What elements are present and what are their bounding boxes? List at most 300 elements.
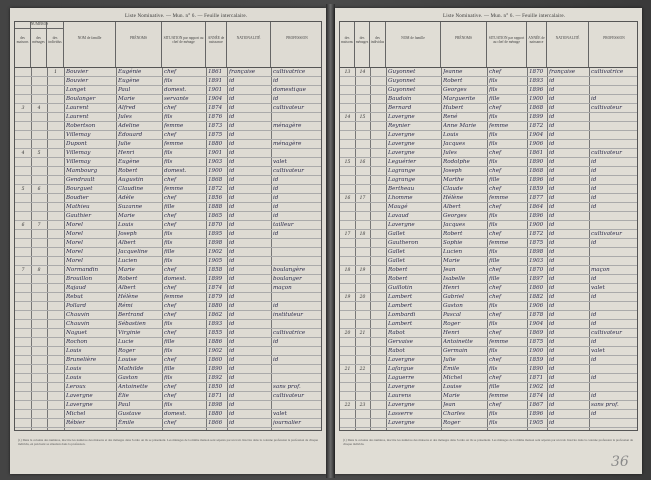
column-header-profession: PROFESSION xyxy=(603,36,625,40)
birth-year-cell: 1874 xyxy=(208,285,223,291)
household-number-cell xyxy=(355,212,370,221)
household-number-cell xyxy=(355,131,370,140)
birth-year-cell: 1880 xyxy=(208,141,223,147)
surname-cell: Longet xyxy=(66,87,86,93)
household-role-cell: femme xyxy=(489,123,509,129)
nationality-cell: id xyxy=(229,105,235,111)
birth-year-cell: 1875 xyxy=(529,339,544,345)
nationality-cell: id xyxy=(229,420,235,426)
surname-cell: Gauthier xyxy=(66,213,92,219)
table-row xyxy=(15,77,321,86)
first-name-cell: Louise xyxy=(443,384,462,390)
household-number-cell: 18 xyxy=(359,232,366,237)
house-number-cell xyxy=(340,284,355,293)
surname-cell: Mambourg xyxy=(66,168,98,174)
house-number-cell xyxy=(15,176,31,185)
individual-number-cell xyxy=(370,95,386,104)
individual-number-cell xyxy=(47,284,64,293)
household-role-cell: femme xyxy=(164,123,184,129)
surname-cell: Maugé xyxy=(388,204,408,210)
household-role-cell: chef xyxy=(164,105,177,111)
column-header-nationalite: NATIONALITÉ xyxy=(547,22,589,67)
household-role-cell: chef xyxy=(489,375,502,381)
house-number-cell xyxy=(340,347,355,356)
table-row xyxy=(15,122,321,131)
column-header-individus: des individus xyxy=(370,22,386,67)
first-name-cell: Marguerite xyxy=(443,96,476,102)
table-row xyxy=(340,329,637,338)
profession-cell: id xyxy=(273,357,279,363)
profession-cell: id xyxy=(273,213,279,219)
table-row xyxy=(15,140,321,149)
nationality-cell: id xyxy=(229,240,235,246)
column-header-individus: des individus xyxy=(47,22,64,67)
household-number-cell: 15 xyxy=(359,115,366,120)
table-row xyxy=(340,194,637,203)
nationality-cell: id xyxy=(549,195,555,201)
house-number-cell xyxy=(15,401,31,410)
first-name-cell: Élie xyxy=(118,393,129,399)
nationality-cell: id xyxy=(229,168,235,174)
nationality-cell: id xyxy=(549,168,555,174)
household-number-cell xyxy=(355,383,370,392)
profession-cell: id xyxy=(591,168,597,174)
first-name-cell: Émile xyxy=(118,420,135,426)
household-number-cell: 14 xyxy=(359,70,366,75)
table-row xyxy=(340,356,637,365)
nationality-cell: id xyxy=(229,375,235,381)
surname-cell: Brouillon xyxy=(66,276,93,282)
birth-year-cell: 1890 xyxy=(208,366,223,372)
surname-cell: Lambert xyxy=(388,303,413,309)
household-role-cell: fils xyxy=(164,114,173,120)
individual-number-cell xyxy=(47,383,64,392)
first-name-cell: Pascal xyxy=(443,312,461,318)
individual-number-cell xyxy=(370,140,386,149)
house-number-cell xyxy=(340,77,355,86)
table-row xyxy=(15,104,321,113)
house-number-cell xyxy=(15,212,31,221)
household-role-cell: fille xyxy=(489,96,500,102)
birth-year-cell: 1906 xyxy=(529,141,544,147)
first-name-cell: Virginie xyxy=(118,330,141,336)
nationality-cell: id xyxy=(229,258,235,264)
birth-year-cell: 1880 xyxy=(208,411,223,417)
individual-number-cell xyxy=(47,113,64,122)
surname-cell: Lambert xyxy=(388,321,413,327)
column-header-maisons: des maisons xyxy=(340,22,355,67)
house-number-cell xyxy=(340,302,355,311)
house-number-cell xyxy=(340,320,355,329)
profession-cell xyxy=(273,239,322,248)
household-role-cell: chef xyxy=(164,384,177,390)
house-number-cell: 15 xyxy=(344,160,351,165)
profession-cell: cultivateur xyxy=(591,105,622,111)
household-number-cell xyxy=(31,419,47,428)
house-number-cell xyxy=(15,293,31,302)
house-number-cell xyxy=(340,275,355,284)
table-row xyxy=(15,329,321,338)
surname-cell: Guyonnet xyxy=(388,78,416,84)
table-row xyxy=(15,185,321,194)
first-name-cell: Georges xyxy=(443,213,467,219)
first-name-cell: Eugénie xyxy=(118,69,142,75)
birth-year-cell: 1872 xyxy=(208,186,223,192)
household-number-cell xyxy=(355,392,370,401)
column-header-situation: SITUATION par rapport au chef de ménage xyxy=(487,22,527,67)
first-name-cell: Robert xyxy=(118,276,138,282)
table-row xyxy=(340,284,637,293)
first-name-cell: Augustin xyxy=(118,177,144,183)
first-name-cell: Julie xyxy=(443,357,456,363)
household-role-cell: fille xyxy=(164,204,175,210)
table-row xyxy=(340,158,637,167)
surname-cell: Lagrange xyxy=(388,177,416,183)
first-name-cell: Roger xyxy=(118,348,136,354)
profession-cell xyxy=(591,248,638,257)
profession-cell xyxy=(273,347,322,356)
surname-cell: Rébier xyxy=(66,420,85,426)
household-role-cell: chef xyxy=(489,69,502,75)
table-row xyxy=(15,419,321,428)
household-role-cell: chef xyxy=(164,303,177,309)
nationality-cell: id xyxy=(229,348,235,354)
household-role-cell: domest. xyxy=(164,411,187,417)
house-number-cell xyxy=(15,158,31,167)
first-name-cell: Louis xyxy=(118,222,134,228)
household-role-cell: chef xyxy=(489,267,502,273)
household-role-cell: fils xyxy=(164,258,173,264)
household-role-cell: fils xyxy=(489,132,498,138)
first-name-cell: Gaston xyxy=(118,375,138,381)
house-number-cell xyxy=(340,257,355,266)
household-number-cell xyxy=(31,374,47,383)
first-name-cell: Hélène xyxy=(443,195,464,201)
nationality-cell: id xyxy=(229,87,235,93)
household-number-cell xyxy=(31,68,47,77)
birth-year-cell: 1900 xyxy=(529,96,544,102)
individual-number-cell xyxy=(47,221,64,230)
table-row xyxy=(340,302,637,311)
first-name-cell: Robert xyxy=(443,231,463,237)
table-row xyxy=(340,212,637,221)
surname-cell: Lombardi xyxy=(388,312,416,318)
first-name-cell: Louise xyxy=(118,357,137,363)
first-name-cell: Henri xyxy=(118,150,135,156)
individual-number-cell xyxy=(370,365,386,374)
household-role-cell: fils xyxy=(489,87,498,93)
household-role-cell: fils xyxy=(164,240,173,246)
surname-cell: Guillotin xyxy=(388,285,413,291)
individual-number-cell xyxy=(370,275,386,284)
table-row xyxy=(340,365,637,374)
individual-number-cell xyxy=(370,374,386,383)
household-role-cell: fils xyxy=(489,159,498,165)
birth-year-cell: 1902 xyxy=(208,249,223,255)
birth-year-cell: 1904 xyxy=(529,321,544,327)
nationality-cell: id xyxy=(549,249,555,255)
household-number-cell xyxy=(31,320,47,329)
first-name-cell: Suzanne xyxy=(118,204,143,210)
individual-number-cell xyxy=(370,347,386,356)
table-row xyxy=(340,230,637,239)
household-number-cell xyxy=(355,302,370,311)
first-name-cell: Sophie xyxy=(443,240,463,246)
surname-cell: Gervaise xyxy=(388,339,413,345)
birth-year-cell: 1892 xyxy=(208,375,223,381)
birth-year-cell: 1905 xyxy=(529,420,544,426)
birth-year-cell: 1873 xyxy=(208,123,223,129)
first-name-cell: Alfred xyxy=(118,105,136,111)
surname-cell: Normandin xyxy=(66,267,99,273)
household-number-cell xyxy=(355,122,370,131)
household-role-cell: chef xyxy=(489,168,502,174)
profession-cell: ménagère xyxy=(273,141,302,147)
surname-cell: Lavergne xyxy=(388,141,415,147)
household-role-cell: fils xyxy=(489,249,498,255)
first-name-cell: Marie xyxy=(118,267,135,273)
individual-number-cell xyxy=(370,176,386,185)
household-number-cell xyxy=(31,194,47,203)
house-number-cell xyxy=(15,284,31,293)
table-row xyxy=(15,239,321,248)
first-name-cell: Adèle xyxy=(118,195,135,201)
house-number-cell xyxy=(340,185,355,194)
household-number-cell xyxy=(31,410,47,419)
household-role-cell: chef xyxy=(164,420,177,426)
first-name-cell: Hubert xyxy=(443,105,464,111)
individual-number-cell xyxy=(370,320,386,329)
first-name-cell: Adeline xyxy=(118,123,140,129)
profession-cell xyxy=(273,374,322,383)
individual-number-cell xyxy=(47,365,64,374)
profession-cell: id xyxy=(591,159,597,165)
individual-number-cell xyxy=(370,122,386,131)
household-role-cell: fille xyxy=(164,366,175,372)
birth-year-cell: 1864 xyxy=(529,204,544,210)
birth-year-cell: 1866 xyxy=(208,420,223,426)
house-number-cell xyxy=(340,410,355,419)
surname-cell: Bernard xyxy=(388,105,412,111)
household-number-cell xyxy=(31,401,47,410)
profession-cell: valet xyxy=(591,285,605,291)
individual-number-cell xyxy=(370,401,386,410)
nationality-cell: id xyxy=(549,150,555,156)
household-role-cell: fils xyxy=(489,222,498,228)
individual-number-cell xyxy=(47,167,64,176)
first-name-cell: Joseph xyxy=(118,231,137,237)
household-number-cell xyxy=(355,239,370,248)
house-number-cell xyxy=(15,131,31,140)
book-spine xyxy=(326,4,335,478)
table-row xyxy=(340,347,637,356)
birth-year-cell: 1874 xyxy=(208,105,223,111)
surname-cell: Gautheron xyxy=(388,240,419,246)
profession-cell xyxy=(273,365,322,374)
profession-cell: id xyxy=(591,195,597,201)
first-name-cell: Joseph xyxy=(443,168,462,174)
table-row xyxy=(15,293,321,302)
nationality-cell: id xyxy=(229,321,235,327)
individual-number-cell xyxy=(47,248,64,257)
table-row xyxy=(340,293,637,302)
household-number-cell xyxy=(31,95,47,104)
table-row xyxy=(340,167,637,176)
household-number-cell xyxy=(355,176,370,185)
birth-year-cell: 1878 xyxy=(529,312,544,318)
nationality-cell: id xyxy=(229,330,235,336)
household-number-cell xyxy=(31,176,47,185)
table-row xyxy=(15,257,321,266)
birth-year-cell: 1893 xyxy=(208,321,223,327)
table-row xyxy=(340,383,637,392)
profession-cell: sans prof. xyxy=(591,402,619,408)
surname-cell: Michel xyxy=(66,411,86,417)
profession-cell: id xyxy=(591,375,597,381)
table-row xyxy=(340,248,637,257)
birth-year-cell: 1903 xyxy=(208,159,223,165)
birth-year-cell: 1880 xyxy=(208,303,223,309)
individual-number-cell xyxy=(47,95,64,104)
household-role-cell: fils xyxy=(164,231,173,237)
individual-number-cell xyxy=(47,158,64,167)
surname-cell: Lasserre xyxy=(388,411,413,417)
household-role-cell: chef xyxy=(489,357,502,363)
surname-cell: Laguerre xyxy=(388,375,415,381)
surname-cell: Leroux xyxy=(66,384,86,390)
nationality-cell: id xyxy=(229,222,235,228)
profession-cell xyxy=(591,365,638,374)
surname-cell: Mathieu xyxy=(66,204,90,210)
table-row xyxy=(15,347,321,356)
table-row xyxy=(15,194,321,203)
household-number-cell xyxy=(31,365,47,374)
household-number-cell: 22 xyxy=(359,367,366,372)
table-row xyxy=(15,338,321,347)
nationality-cell: id xyxy=(549,87,555,93)
first-name-cell: Paul xyxy=(118,87,131,93)
column-header-situation: SITUATION par rapport au chef de ménage xyxy=(162,22,206,67)
individual-number-cell xyxy=(47,185,64,194)
first-name-cell: René xyxy=(443,114,458,120)
individual-number-cell xyxy=(47,419,64,428)
nationality-cell: id xyxy=(549,123,555,129)
surname-cell: Guyonnet xyxy=(388,69,416,75)
surname-cell: Bourguet xyxy=(66,186,93,192)
surname-cell: Dupont xyxy=(66,141,87,147)
household-number-cell: 17 xyxy=(359,196,366,201)
house-number-cell: 16 xyxy=(344,196,351,201)
individual-number-cell xyxy=(370,392,386,401)
individual-number-cell xyxy=(47,374,64,383)
individual-number-cell xyxy=(47,194,64,203)
profession-cell: cultivateur xyxy=(591,150,622,156)
birth-year-cell: 1891 xyxy=(208,78,223,84)
profession-cell xyxy=(591,113,638,122)
household-role-cell: femme xyxy=(489,393,509,399)
household-number-cell xyxy=(31,86,47,95)
profession-cell: id xyxy=(273,96,279,102)
surname-cell: Gallet xyxy=(388,258,405,264)
table-row xyxy=(15,68,321,77)
table-row xyxy=(340,374,637,383)
nationality-cell: id xyxy=(229,249,235,255)
individual-number-cell xyxy=(370,185,386,194)
house-number-cell xyxy=(340,374,355,383)
surname-cell: Lafargue xyxy=(388,366,414,372)
surname-cell: Lavergne xyxy=(66,393,93,399)
nationality-cell: id xyxy=(549,114,555,120)
household-number-cell xyxy=(31,275,47,284)
table-row xyxy=(340,275,637,284)
household-number-cell xyxy=(31,212,47,221)
table-row xyxy=(340,77,637,86)
profession-cell: id xyxy=(591,240,597,246)
surname-cell: Reynier xyxy=(388,123,411,129)
nationality-cell: id xyxy=(229,357,235,363)
profession-cell: id xyxy=(591,96,597,102)
household-role-cell: servante xyxy=(164,96,189,102)
surname-cell: Pollard xyxy=(66,303,87,309)
birth-year-cell: 1882 xyxy=(529,294,544,300)
household-number-cell xyxy=(355,275,370,284)
house-number-cell xyxy=(340,104,355,113)
household-number-cell xyxy=(355,104,370,113)
table-row xyxy=(15,149,321,158)
left-page xyxy=(10,8,326,474)
first-name-cell: Sébastien xyxy=(118,321,146,327)
household-role-cell: fils xyxy=(489,303,498,309)
house-number-cell xyxy=(340,140,355,149)
birth-year-cell: 1898 xyxy=(208,240,223,246)
household-number-cell xyxy=(355,320,370,329)
table-row xyxy=(15,212,321,221)
individual-number-cell xyxy=(47,275,64,284)
nationality-cell: id xyxy=(229,78,235,84)
birth-year-cell: 1860 xyxy=(208,357,223,363)
nationality-cell: id xyxy=(229,402,235,408)
first-name-cell: Jules xyxy=(443,150,457,156)
house-number-cell: 17 xyxy=(344,232,351,237)
column-header-profession: PROFESSION xyxy=(286,36,308,40)
profession-cell xyxy=(273,257,322,266)
surname-cell: Lhomme xyxy=(388,195,413,201)
birth-year-cell: 1868 xyxy=(529,168,544,174)
profession-cell xyxy=(273,320,322,329)
house-number-cell: 20 xyxy=(344,331,351,336)
house-number-cell xyxy=(340,131,355,140)
household-role-cell: fils xyxy=(489,348,498,354)
nationality-cell: id xyxy=(229,312,235,318)
birth-year-cell: 1869 xyxy=(529,330,544,336)
household-number-cell: 7 xyxy=(37,223,41,228)
profession-cell: id xyxy=(591,312,597,318)
household-role-cell: chef xyxy=(164,213,177,219)
nationality-cell: id xyxy=(229,231,235,237)
individual-number-cell xyxy=(370,329,386,338)
profession-cell: maçon xyxy=(273,285,292,291)
surname-cell: Lavergne xyxy=(66,402,93,408)
nationality-cell: id xyxy=(229,96,235,102)
nationality-cell: id xyxy=(549,258,555,264)
first-name-cell: Marthe xyxy=(443,177,464,183)
table-row xyxy=(340,257,637,266)
first-name-cell: Antoinette xyxy=(118,384,148,390)
birth-year-cell: 1906 xyxy=(529,303,544,309)
individual-number-cell xyxy=(370,257,386,266)
household-role-cell: fils xyxy=(164,150,173,156)
individual-number-cell xyxy=(370,293,386,302)
